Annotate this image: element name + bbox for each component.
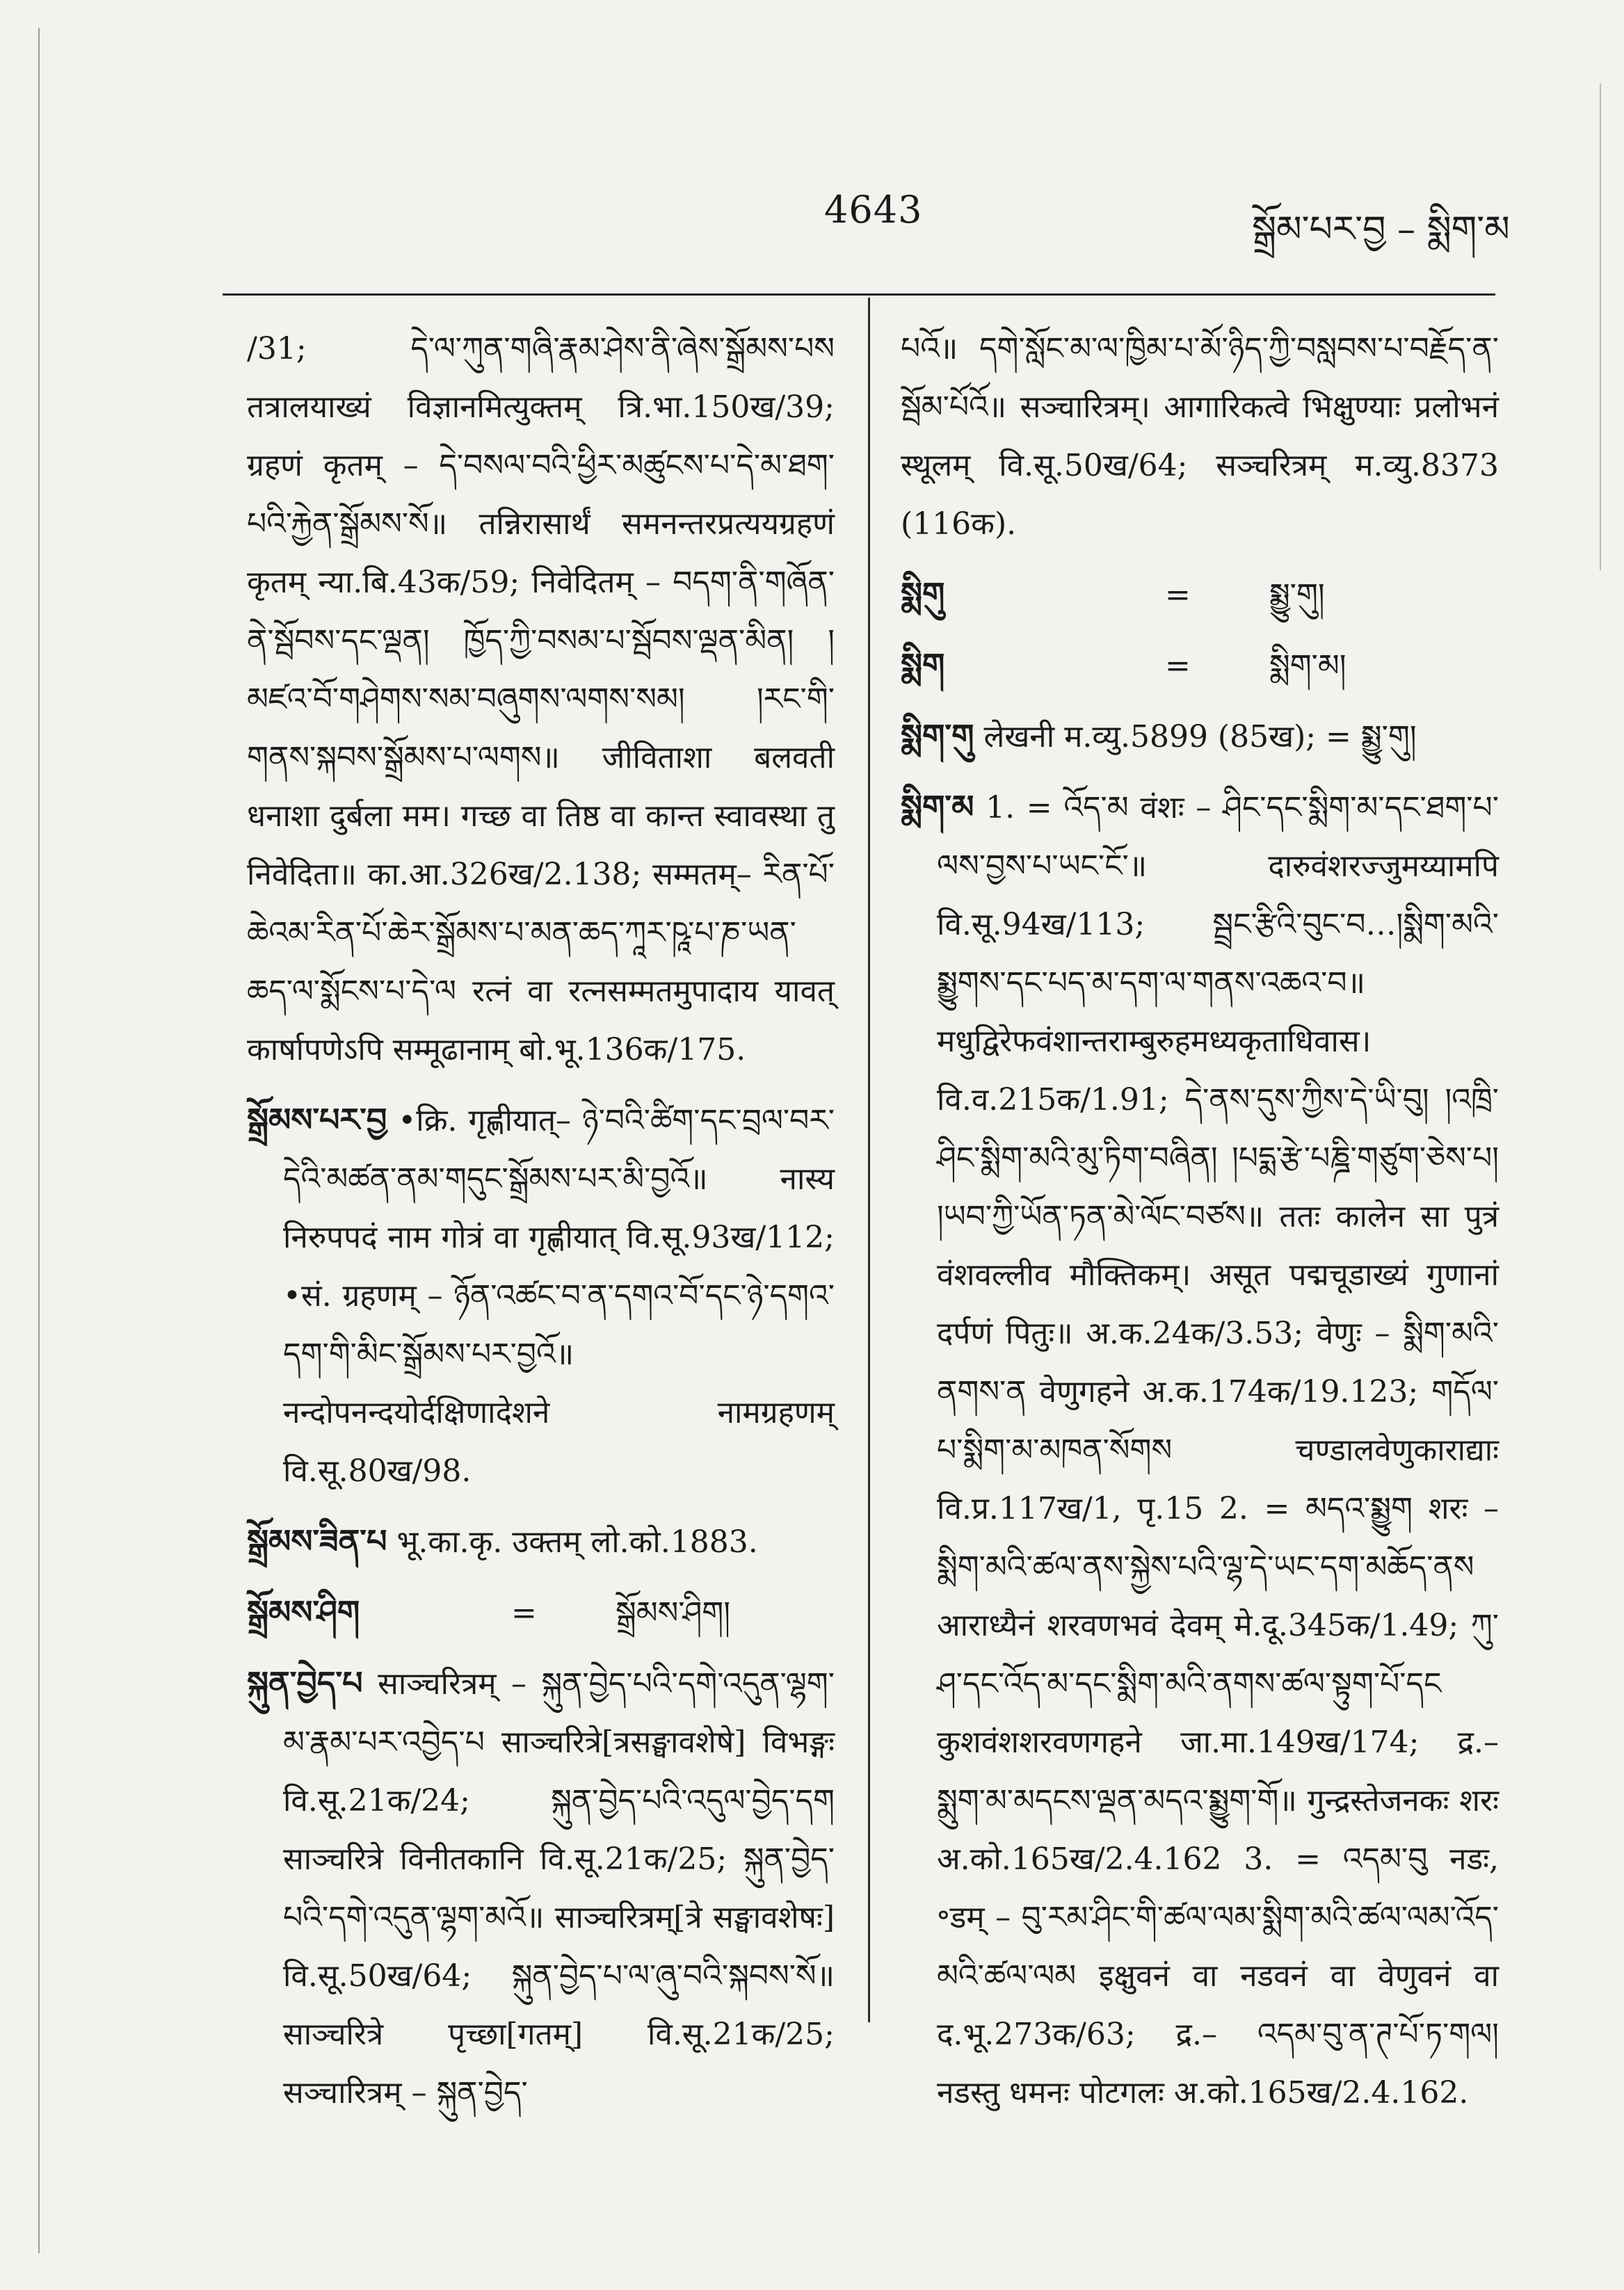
entry-continuation: /31; དེ་ལ་ཀུན་གཞི་རྣམ་ཤེས་ནི་ཞེས་སྒྲོམས་པས तत्रालयाख्यं विज्ञानमित्युक्तम् त्रि.भा.150ख/39; ग्रहणं कृतम् – དེ་བསལ་བའི་ཕྱིར་མཚུངས་པ་དེ་མ་ཐག་པའི་རྐྱེན་སྒྲོམས་སོ॥ तन्निरासार्थं समनन्तरप्रत्ययग्रहणं कृतम् न्या.बि.43क/59; निवेदितम् – བདག་ནི་གཞོན་ནེ་སྦོབས་དང་ལྡན། ཁྱོད་ཀྱི་བསམ་པ་སྦོབས་ལྡན་མིན། །མཛའ་བོ་གཤེགས་སམ་བཞུགས་ལགས་སམ། །རང་གི་གནས་སྐབས་སྒྲོམས་པ་ལགས॥ जीविताशा बलवती धनाशा दुर्बला मम। गच्छ वा तिष्ठ वा कान्त स्वावस्था तु निवेदिता॥ का.आ.326ख/2.138; सम्मतम्– རིན་པོ་ཆེའམ་རིན་པོ་ཆེར་སྒྲོམས་པ་མན་ཆད་ཀཱར་ཥཱ་པ་ཎ་ཡན་ཆད་ལ་སྨོངས་པ་དེ་ལ रत्नं वा रत्नसम्मतमुपादाय यावत् कार्षापणेऽपि सम्मूढानाम् बो.भू.136क/175. [247,331,835,1067]
entry-headword: སྨིག་མ [901,788,974,825]
right-column [901,320,1499,2134]
entry-headword: སྨིག [901,646,945,684]
equals-sign: = [511,1595,537,1631]
equals-sign: = [1165,577,1191,613]
entry-definition: 1. = འོད་མ वंशः – ཤིང་དང་སྨིག་མ་དང་ཐག་པ་ལས་བྱས་པ་ཡང་ངོ་॥ दारुवंशरज्जुमय्यामपि वि.सू.94ख/113; སྦྲང་རྩིའི་བུང་བ…།སྨིག་མའི་སྨྱུགས་དང་པད་མ་དག་ལ་གནས་འཆའ་བ॥ मधुद्विरेफवंशान्तराम्बुरुहमध्यकृताधिवास। वि.व.215क/1.91; དེ་ནས་དུས་ཀྱིས་དེ་ཡི་བུ། །འཁྲི་ཤིང་སྨིག་མའི་མུ་ཏིག་བཞིན། །པདྨ་རྩེ་པཎྜི་གཙུག་ཅེས་པ། །ཡབ་ཀྱི་ཡོན་ཏན་མེ་ལོང་བཙས॥ ततः कालेन सा पुत्रं वंशवल्लीव मौक्तिकम्। असूत पद्मचूडाख्यं गुणानां दर्पणं पितुः॥ अ.क.24क/3.53; वेणुः – སྨིག་མའི་ནགས་ན वेणुगहने अ.क.174क/19.123; གདོལ་པ་སྨིག་མ་མཁན་སོགས चण्डालवेणुकाराद्याः वि.प्र.117ख/1, पृ.15 2. = མདའ་སྨྱུག शरः – སྨིག་མའི་ཚལ་ནས་སྐྱེས་པའི་ལྷ་དེ་ཡང་དག་མཆོད་ནས आराध्यैनं शरवणभवं देवम् मे.दू.345क/1.49; ཀུ་ཤ་དང་འོད་མ་དང་སྨིག་མའི་ནགས་ཚལ་སྟུག་པོ་དང कुशवंशशरवणगहने जा.मा.149ख/174; द्र.– སྨུག་མ་མདངས་ལྡན་མདའ་སྨྱུག་གོ॥ गुन्द्रस्तेजनकः शरः अ.को.165ख/2.4.162 3. = འདམ་བུ नडः, ॰डम् – བུ་རམ་ཤིང་གི་ཚལ་ལམ་སྨིག་མའི་ཚལ་ལམ་འོད་མའི་ཚལ་ལམ इक्षुवनं वा नडवनं वा वेणुवनं वा द.भू.273क/63; द्र.– འདམ་བུ་ན་ཊ་པོ་ཏ་གལ། नडस्तु धमनः पोटगलः अ.को.165ख/2.4.162. [937,790,1499,2111]
entry-definition: भू.का.कृ. उक्तम् लो.को.1883. [396,1524,758,1560]
running-head: སྒྲོམ་པར་བྱ – སྨིག་མ [1252,209,1510,250]
entry-headword: སྐུན་བྱེད་པ [247,1664,363,1702]
cross-reference-entry [247,1583,835,1643]
column-divider [868,298,870,2022]
cross-reference-target: སྒྲོམས་ཤིག། [616,1595,730,1631]
entry-headword: སྨིགུ [901,575,945,613]
dictionary-entry [247,1090,835,1501]
dictionary-entry [901,707,1499,766]
entry-headword: སྒྲོམས་ཤིག [247,1593,360,1631]
entry-definition: लेखनी म.व्यु.5899 (85ख); = སྨྱུ་གུ། [983,719,1417,755]
page-number: 4643 [824,188,923,232]
cross-reference-target: སྨྱུ་གུ། [1269,577,1325,613]
entry-definition: •क्रि. गृह्णीयात्– ཉེ་བའི་ཚིག་དང་བྲལ་བར་དེའི་མཚན་ནམ་གདུང་སྒྲོམས་པར་མི་བྱའོ॥ नास्य निरुपपदं नाम गोत्रं वा गृह्णीयात् वि.सू.93ख/112; •सं. ग्रहणम् – ཉོན་འཚང་བ་ན་དགའ་བོ་དང་ཉེ་དགའ་དག་གི་མིང་སྒྲོམས་པར་བྱའོ॥ नन्दोपनन्दयोर्दक्षिणादेशने नामग्रहणम् वि.सू.80ख/98. [283,1103,835,1489]
entry-continuation: པའོ॥ དགེ་སློང་མ་ལ་ཁྱིམ་པ་མོ་ཉིད་ཀྱི་བསླབས་པ་བརྗོད་ན་སྦོམ་པོའོ॥ सञ्चारित्रम्। आगारिकत्वे भिक्षुण्याः प्रलोभनं स्थूलम् वि.सू.50ख/64; सञ्चरित्रम् म.व्यु.8373 (116क). [901,331,1499,542]
header-rule [223,293,1495,296]
margin-line-right [1600,83,1601,570]
cross-reference-entry [901,565,1499,624]
left-column [247,320,835,2134]
equals-sign: = [1165,648,1191,684]
entry-headword: སྒྲོམས་ཟིན་པ [247,1522,387,1560]
cross-reference-entry [901,636,1499,695]
entry-headword: སྨིག་གུ [901,717,974,755]
margin-line-left [38,28,40,2253]
cross-reference-target: སྨིག་མ། [1269,648,1346,684]
entry-definition: साञ्चरित्रम् – སྐུན་བྱེད་པའི་དགེ་འདུན་ལྷག་མ་རྣམ་པར་འབྱེད་པ साञ्चरित्रे[त्रसङ्घावशेषे] विभङ्गः वि.सू.21क/24; སྐུན་བྱེད་པའི་འདུལ་བྱེད་དག साञ्चरित्रे विनीतकानि वि.सू.21क/25; སྐུན་བྱེད་པའི་དགེ་འདུན་ལྷག་མའོ॥ साञ्चरित्रम्[त्रे सङ्घावशेषः] वि.सू.50ख/64; སྐུན་བྱེད་པ་ལ་ཞུ་བའི་སྐབས་སོ॥ साञ्चरित्रे पृच्छा[गतम्] वि.सू.21क/25; सञ्चारित्रम् – སྐུན་བྱེད་ [283,1666,835,2111]
dictionary-entry [247,1512,835,1572]
dictionary-entry [247,1654,835,2122]
dictionary-entry [901,777,1499,2122]
entry-headword: སྒྲོམས་པར་བྱ [247,1101,387,1138]
